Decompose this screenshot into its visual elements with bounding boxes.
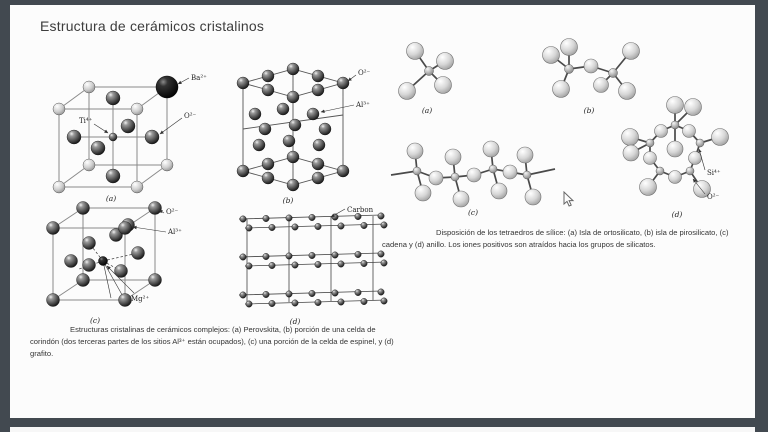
label-ba: Ba²⁺ xyxy=(191,74,207,82)
silicate-ring xyxy=(622,97,729,220)
label-al-b: Al³⁺ xyxy=(356,101,370,109)
spinel-structure xyxy=(47,202,183,326)
sublabel-b: (b) xyxy=(282,196,294,205)
label-o-a: O²⁻ xyxy=(184,112,197,120)
sublabel-right-a: (a) xyxy=(421,106,433,115)
sublabel-a: (a) xyxy=(105,194,117,203)
mouse-cursor-icon xyxy=(562,191,576,209)
label-mg: Mg²⁺ xyxy=(131,295,150,303)
sublabel-right-c: (c) xyxy=(467,208,479,217)
right-figure-caption: Disposición de los tetraedros de sílice: (a) Isla de ortosilicato, (b) isla de pirosilicato, (c) cadena y (d) anillo. Los iones positivos son atraídos hacia los grupos de silicatos. xyxy=(382,228,729,249)
next-slide-preview xyxy=(10,427,755,432)
corundum-structure xyxy=(237,63,371,205)
sublabel-d: (d) xyxy=(289,317,301,326)
label-ti: Ti⁴⁺ xyxy=(79,117,93,125)
label-si: Si⁴⁺ xyxy=(707,169,721,177)
orthosilicate-island xyxy=(399,43,454,116)
silicate-chain xyxy=(391,141,555,217)
sublabel-right-d: (d) xyxy=(671,210,683,219)
label-o-b: O²⁻ xyxy=(358,69,371,77)
label-al-c: Al³⁺ xyxy=(168,228,182,236)
sublabel-c: (c) xyxy=(89,316,101,325)
graphite-structure xyxy=(239,206,387,326)
label-o-d: O²⁻ xyxy=(707,193,720,201)
label-carbon: Carbon xyxy=(347,206,374,214)
crystal-structures-figure xyxy=(25,55,390,327)
pyrosilicate-island xyxy=(543,39,640,116)
label-o-c: O²⁻ xyxy=(166,208,179,216)
perovskite-structure xyxy=(53,74,207,203)
slide xyxy=(10,5,755,418)
sublabel-right-b: (b) xyxy=(583,106,595,115)
left-figure-caption: Estructuras cristalinas de cerámicos complejos: (a) Perovskita, (b) porción de una celda de corindón (dos terceras partes de los sitios Al³⁺ están ocupados), (c) una porción de la celda de espinel, y (d) grafito. xyxy=(30,325,394,358)
graphite-layers xyxy=(239,213,387,307)
slide-title: Estructura de cerámicos cristalinos xyxy=(40,18,265,34)
